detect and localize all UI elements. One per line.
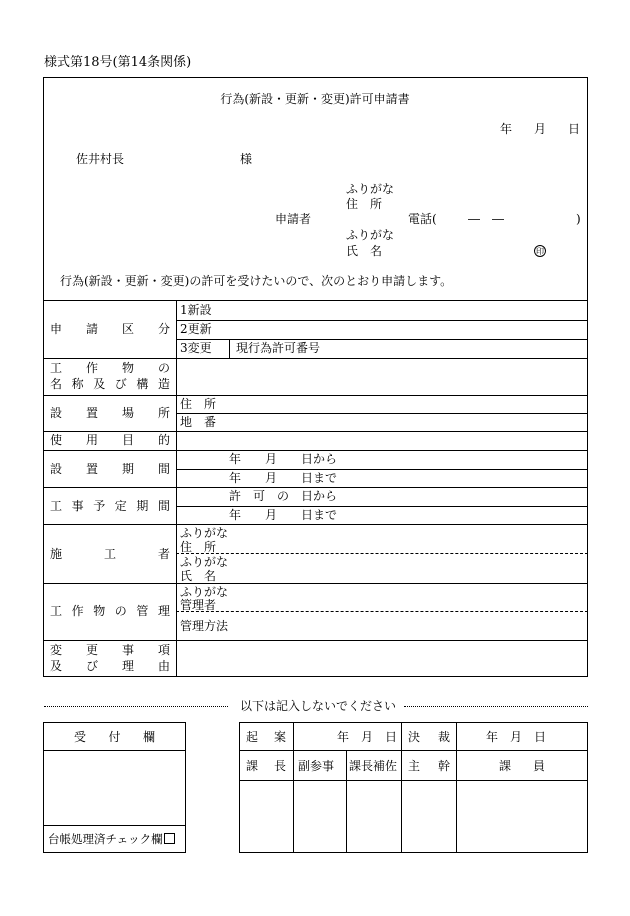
reception-title: 受 付 欄 xyxy=(74,730,155,744)
location-lot: 地 番 xyxy=(180,415,217,429)
header-deputy-counselor: 副参事 xyxy=(298,759,335,773)
purpose-label: 使 用 目 的 xyxy=(50,433,170,447)
addressee-honorific: 様 xyxy=(240,152,253,166)
seal-icon: 印 xyxy=(536,246,544,256)
contractor-furigana: ふりがな xyxy=(180,526,229,540)
office-use-notice: 以下は記入しないでください xyxy=(240,699,397,713)
location-address: 住 所 xyxy=(180,397,217,411)
applicant-phone-label: 電話( xyxy=(408,212,437,226)
management-manager: 管理者 xyxy=(180,598,217,612)
management-furigana: ふりがな xyxy=(180,585,229,599)
date-line: 年 月 日 xyxy=(500,122,580,136)
changes-label-line2: 及 び 理 由 xyxy=(50,659,170,673)
permit-number-label: 現行為許可番号 xyxy=(236,341,321,355)
period-label: 設 置 期 間 xyxy=(50,462,170,476)
applicant-furigana-2: ふりがな xyxy=(346,228,395,242)
contractor-name: 氏 名 xyxy=(180,569,217,583)
structure-label-line1: 工 作 物 の xyxy=(50,361,170,375)
header-assistant-chief: 課長補佐 xyxy=(349,759,398,773)
drafted-date: 年 月 日 xyxy=(337,730,398,744)
applicant-phone-dashes: ― ― xyxy=(468,212,505,226)
form-number: 様式第18号(第14条関係) xyxy=(44,55,192,70)
contractor-address: 住 所 xyxy=(180,540,217,554)
ledger-checkbox[interactable] xyxy=(164,833,175,844)
header-section-chief: 課 長 xyxy=(246,759,286,773)
option-new: 1新設 xyxy=(180,303,212,317)
addressee-name: 佐井村長 xyxy=(76,152,125,166)
contractor-furigana-2: ふりがな xyxy=(180,555,229,569)
application-statement: 行為(新設・更新・変更)の許可を受けたいので、次のとおり申請します。 xyxy=(60,274,453,288)
decided-label: 決 裁 xyxy=(408,730,450,744)
ledger-check-label: 台帳処理済チェック欄 xyxy=(48,833,175,846)
drafted-label: 起 案 xyxy=(246,730,286,744)
location-label: 設 置 場 所 xyxy=(50,406,170,420)
structure-label-line2: 名 称 及 び 構 造 xyxy=(50,377,170,391)
application-type-label: 申 請 区 分 xyxy=(50,322,170,336)
applicant-phone-close: ) xyxy=(576,212,581,226)
construction-period-label: 工 事 予 定 期 間 xyxy=(50,499,170,513)
management-method: 管理方法 xyxy=(180,619,229,633)
construction-period-from: 許 可 の 日から xyxy=(229,489,338,503)
period-to: 年 月 日まで xyxy=(229,471,338,485)
applicant-label: 申請者 xyxy=(275,212,312,226)
applicant-name-label: 氏 名 xyxy=(346,244,383,258)
header-staff: 課 員 xyxy=(499,759,545,773)
applicant-furigana: ふりがな xyxy=(346,182,395,196)
contractor-label: 施 工 者 xyxy=(50,547,170,561)
management-label: 工 作 物 の 管 理 xyxy=(50,604,170,618)
option-renew: 2更新 xyxy=(180,322,212,336)
form-title: 行為(新設・更新・変更)許可申請書 xyxy=(220,92,410,106)
header-chief-clerk: 主 幹 xyxy=(408,759,450,773)
construction-period-to: 年 月 日まで xyxy=(229,508,338,522)
applicant-address-label: 住 所 xyxy=(346,197,383,211)
option-change: 3変更 xyxy=(180,341,212,355)
changes-label-line1: 変 更 事 項 xyxy=(50,643,170,657)
decided-date: 年 月 日 xyxy=(486,730,547,744)
period-from: 年 月 日から xyxy=(229,452,338,466)
